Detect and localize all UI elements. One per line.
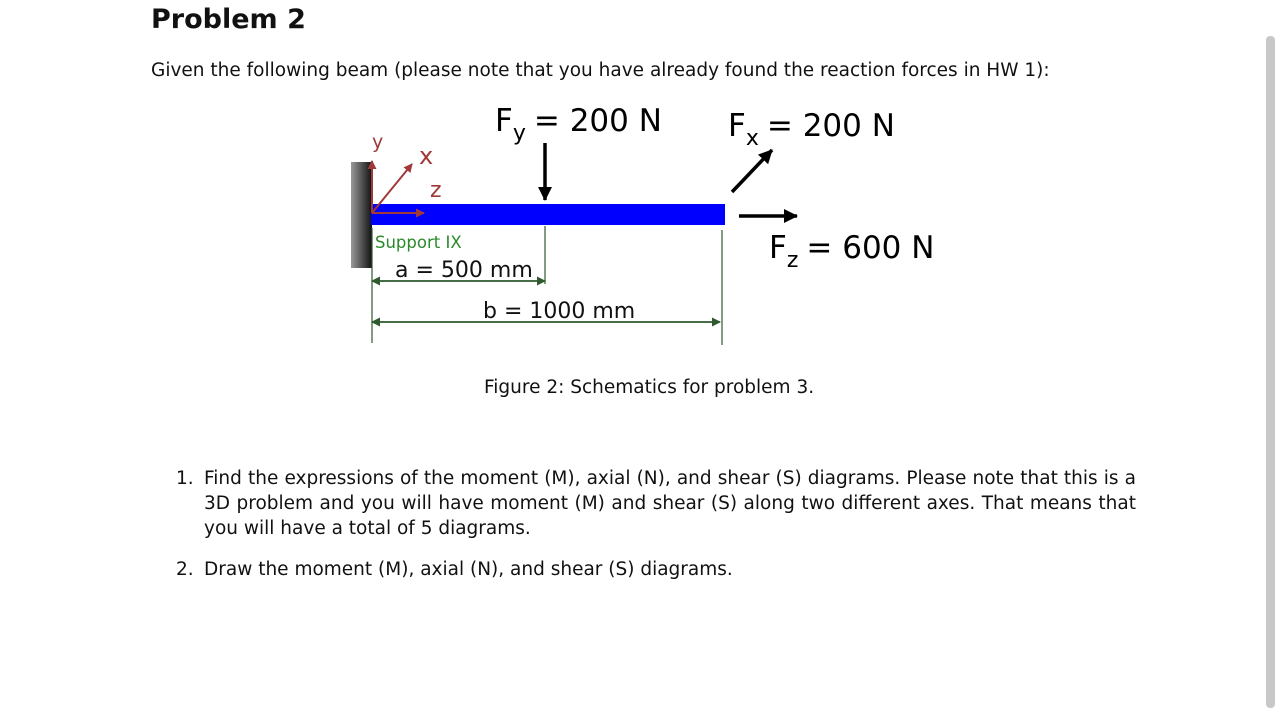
list-item: [176, 557, 1136, 582]
force-fy-label: $F_y = 200$ N: [495, 103, 662, 146]
force-fx-label: $F_x = 200$ N: [728, 108, 895, 151]
task-number: 1.: [176, 468, 194, 489]
scrollbar[interactable]: [1266, 36, 1275, 708]
beam: [371, 204, 725, 225]
axis-z-label: z: [430, 178, 442, 203]
axis-x-label: x: [419, 142, 434, 170]
task-text: Draw the moment (M), axial (N), and shear (S) diagrams.: [204, 559, 733, 580]
task-list: [176, 466, 1136, 598]
force-fx-arrow: [732, 150, 772, 192]
wall-support: [351, 162, 372, 268]
list-item: [176, 466, 1136, 541]
dim-b-label: b = 1000 mm: [483, 299, 636, 324]
problem-heading: Problem 2: [151, 4, 306, 35]
task-text: Find the expressions of the moment (M), axial (N), and shear (S) diagrams. Please note that this is a 3D problem and you will have moment (M) and shear (S) along two different axes. That means that you will have a total of 5 diagrams.: [204, 468, 1136, 539]
task-number: 2.: [176, 559, 194, 580]
dim-a-label: a = 500 mm: [395, 258, 533, 283]
support-label: Support IX: [375, 233, 462, 252]
intro-text: Given the following beam (please note that you have already found the reaction forces in HW 1):: [151, 60, 1050, 81]
axis-y-label: y: [372, 131, 384, 153]
force-fz-label: $F_z = 600$ N: [769, 230, 935, 273]
figure-caption: Figure 2: Schematics for problem 3.: [484, 377, 815, 398]
